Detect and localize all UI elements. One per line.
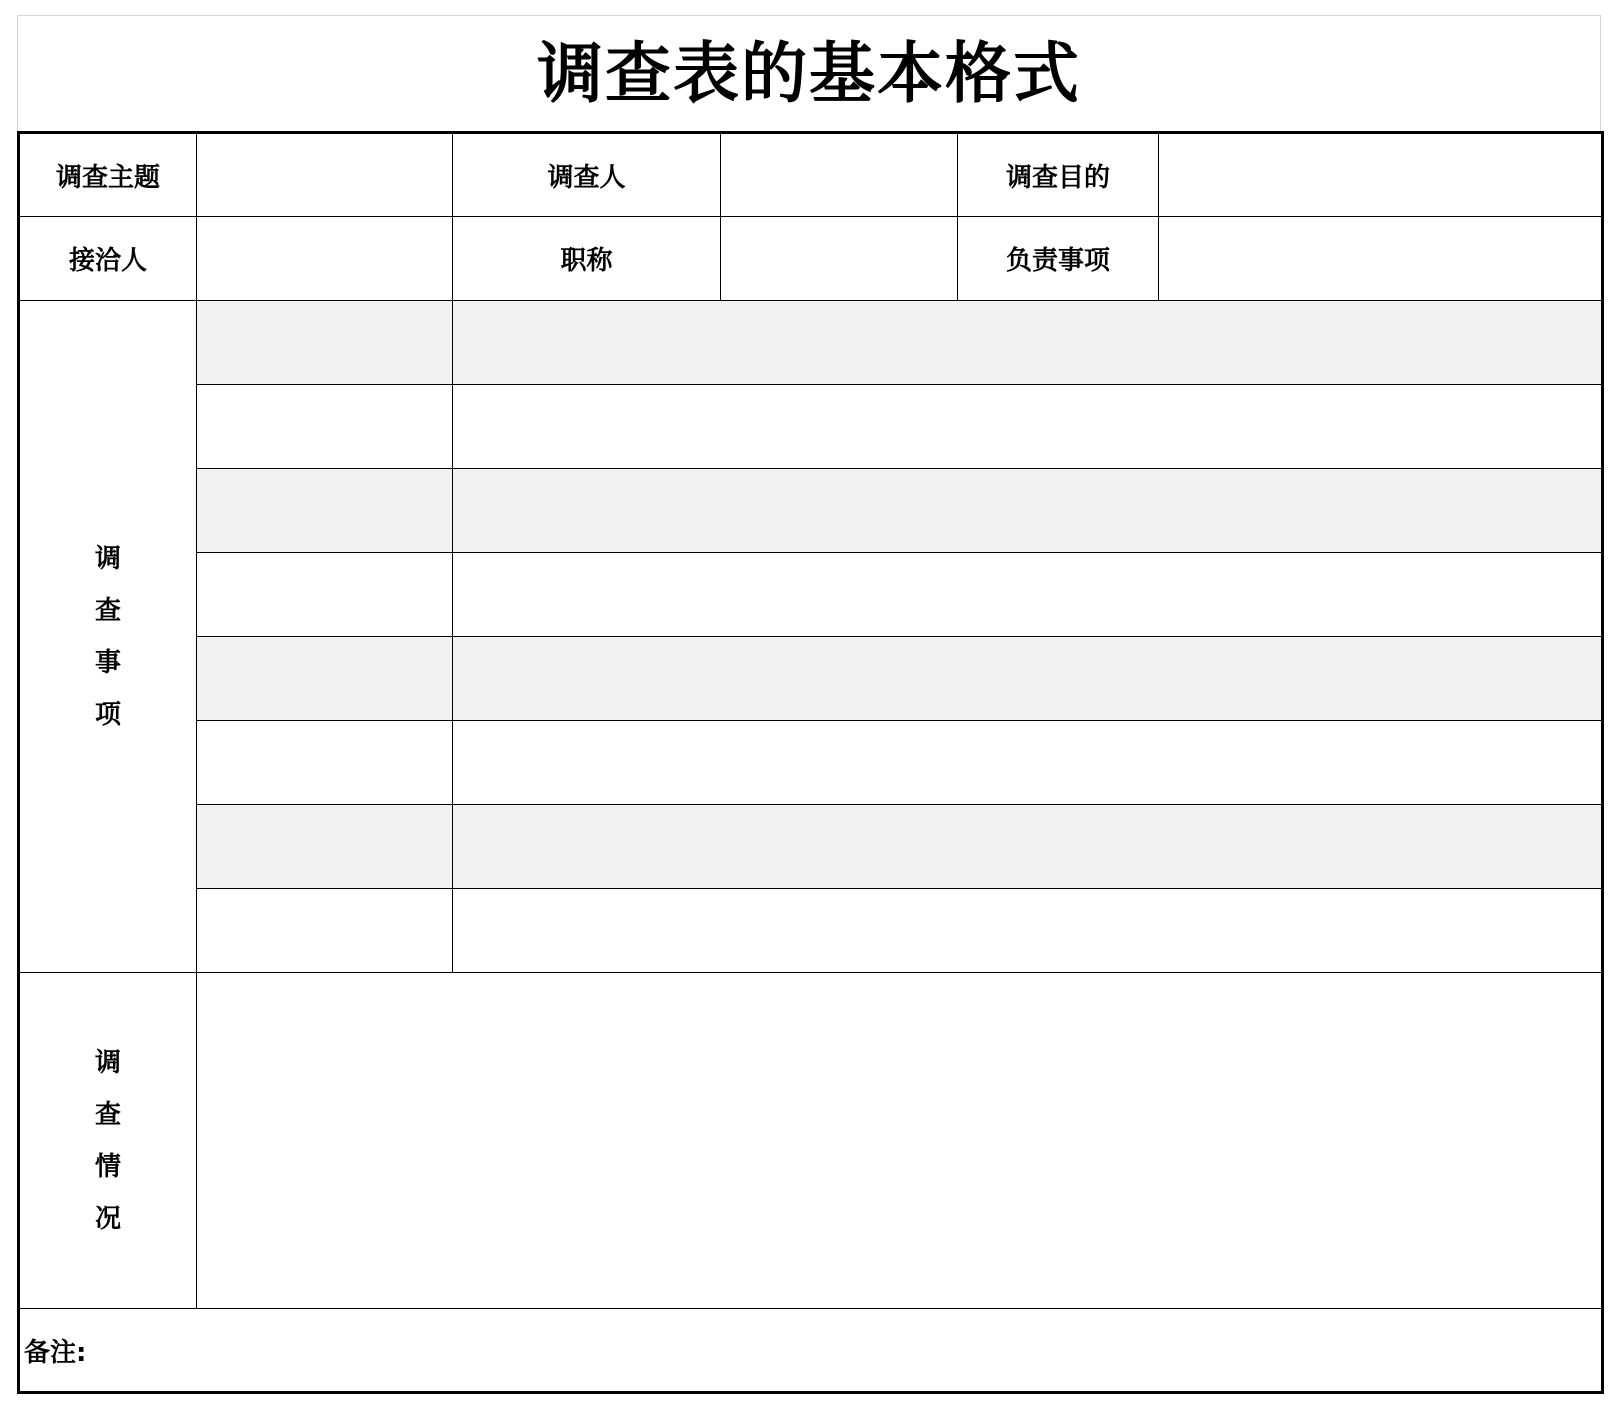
label-survey-purpose: 调查目的 [958,133,1159,217]
survey-item-cell[interactable] [197,385,453,469]
survey-situation-label: 调查情况 [94,1047,121,1234]
survey-item-row [19,469,1603,553]
survey-item-cell[interactable] [197,301,453,385]
survey-item-detail-cell[interactable] [453,889,1603,973]
survey-item-row [19,385,1603,469]
label-surveyor: 调查人 [453,133,721,217]
survey-item-row [19,805,1603,889]
survey-situation-row [19,973,1603,1309]
survey-item-row [19,301,1603,385]
remarks-cell[interactable] [19,1309,1603,1393]
remarks-label: 备注: [24,1337,87,1368]
value-job-title[interactable] [721,217,958,301]
survey-item-cell[interactable] [197,721,453,805]
survey-item-cell[interactable] [197,553,453,637]
value-responsibilities[interactable] [1159,217,1603,301]
survey-item-detail-cell[interactable] [453,553,1603,637]
survey-item-detail-cell[interactable] [453,637,1603,721]
survey-item-detail-cell[interactable] [453,301,1603,385]
survey-item-detail-cell[interactable] [453,469,1603,553]
title-area [17,15,1601,131]
value-surveyor[interactable] [721,133,958,217]
survey-item-detail-cell[interactable] [453,721,1603,805]
label-contact-person: 接洽人 [19,217,197,301]
survey-item-detail-cell[interactable] [453,805,1603,889]
survey-situation-content[interactable] [197,973,1603,1309]
survey-item-row [19,637,1603,721]
survey-item-cell[interactable] [197,889,453,973]
survey-item-cell[interactable] [197,805,453,889]
survey-item-detail-cell[interactable] [453,385,1603,469]
survey-item-row [19,889,1603,973]
survey-situation-label-cell [19,973,197,1309]
survey-form-sheet [17,15,1601,1394]
survey-item-row [19,553,1603,637]
value-survey-purpose[interactable] [1159,133,1603,217]
survey-item-row [19,721,1603,805]
label-job-title: 职称 [453,217,721,301]
page-title: 调查表的基本格式 [537,34,1081,112]
label-responsibilities: 负责事项 [958,217,1159,301]
label-survey-topic: 调查主题 [19,133,197,217]
value-survey-topic[interactable] [197,133,453,217]
survey-item-cell[interactable] [197,637,453,721]
survey-items-label-cell [19,301,197,973]
value-contact-person[interactable] [197,217,453,301]
survey-items-label: 调查事项 [94,543,121,730]
info-row-2 [19,217,1603,301]
survey-item-cell[interactable] [197,469,453,553]
info-row-1 [19,133,1603,217]
survey-form-table [17,131,1604,1394]
remarks-row [19,1309,1603,1393]
